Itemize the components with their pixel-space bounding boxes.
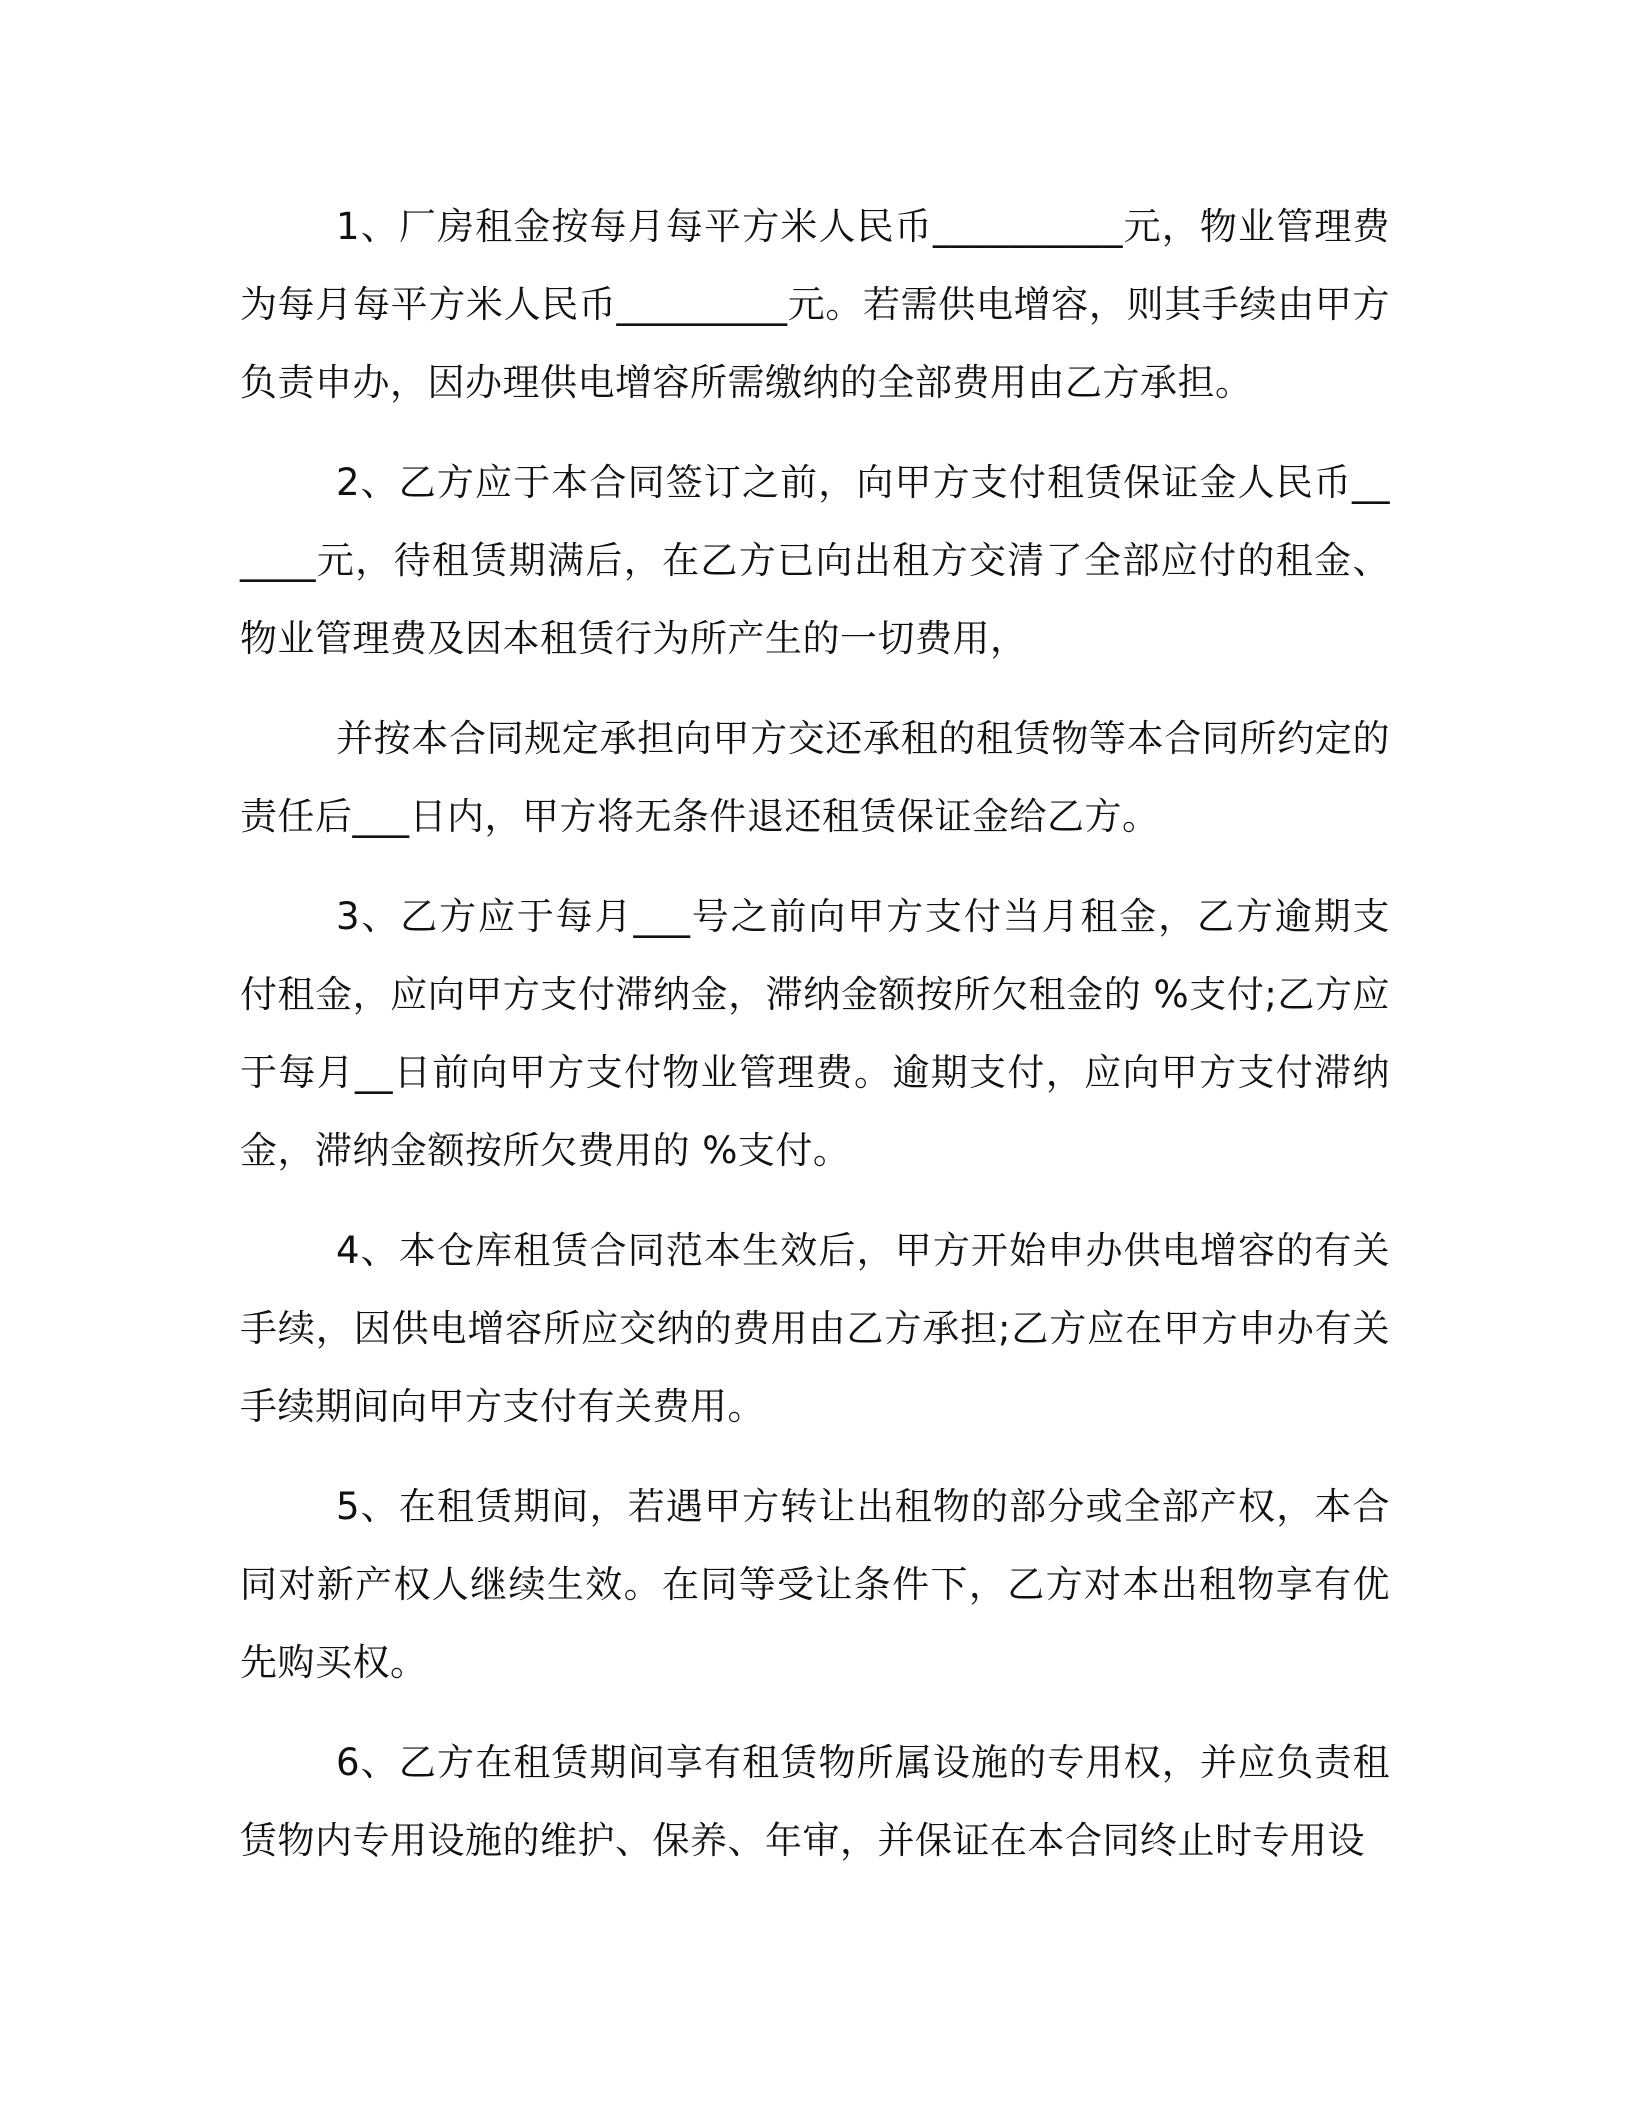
clause-deposit-refund: 并按本合同规定承担向甲方交还承租的租赁物等本合同所约定的责任后___日内，甲方将无条件退还租赁保证金给乙方。 (240, 717, 1390, 838)
clause-deposit: 2、乙方应于本合同签订之前，向甲方支付租赁保证金人民币______元，待租赁期满后，在乙方已向出租方交清了全部应付的租金、物业管理费及因本租赁行为所产生的一切费用， (240, 461, 1390, 660)
clause-ownership-transfer: 5、在租赁期间，若遇甲方转让出租物的部分或全部产权，本合同对新产权人继续生效。在同等受让条件下，乙方对本出租物享有优先购买权。 (240, 1485, 1390, 1684)
document-body (240, 188, 1390, 1902)
clause-payment-due: 3、乙方应于每月___号之前向甲方支付当月租金，乙方逾期支付租金，应向甲方支付滞纳金，滞纳金额按所欠租金的 %支付;乙方应于每月__日前向甲方支付物业管理费。逾期支付，应向甲方支付滞纳金，滞纳金额按所欠费用的 %支付。 (240, 895, 1390, 1172)
clause-power-capacity: 4、本仓库租赁合同范本生效后，甲方开始申办供电增容的有关手续，因供电增容所应交纳的费用由乙方承担;乙方应在甲方申办有关手续期间向甲方支付有关费用。 (240, 1229, 1390, 1428)
clause-rent-fee: 1、厂房租金按每月每平方米人民币__________元，物业管理费为每月每平方米人民币_________元。若需供电增容，则其手续由甲方负责申办，因办理供电增容所需缴纳的全部费用由乙方承担。 (240, 205, 1390, 404)
clause-facility-use: 6、乙方在租赁期间享有租赁物所属设施的专用权，并应负责租赁物内专用设施的维护、保养、年审，并保证在本合同终止时专用设 (240, 1741, 1390, 1862)
